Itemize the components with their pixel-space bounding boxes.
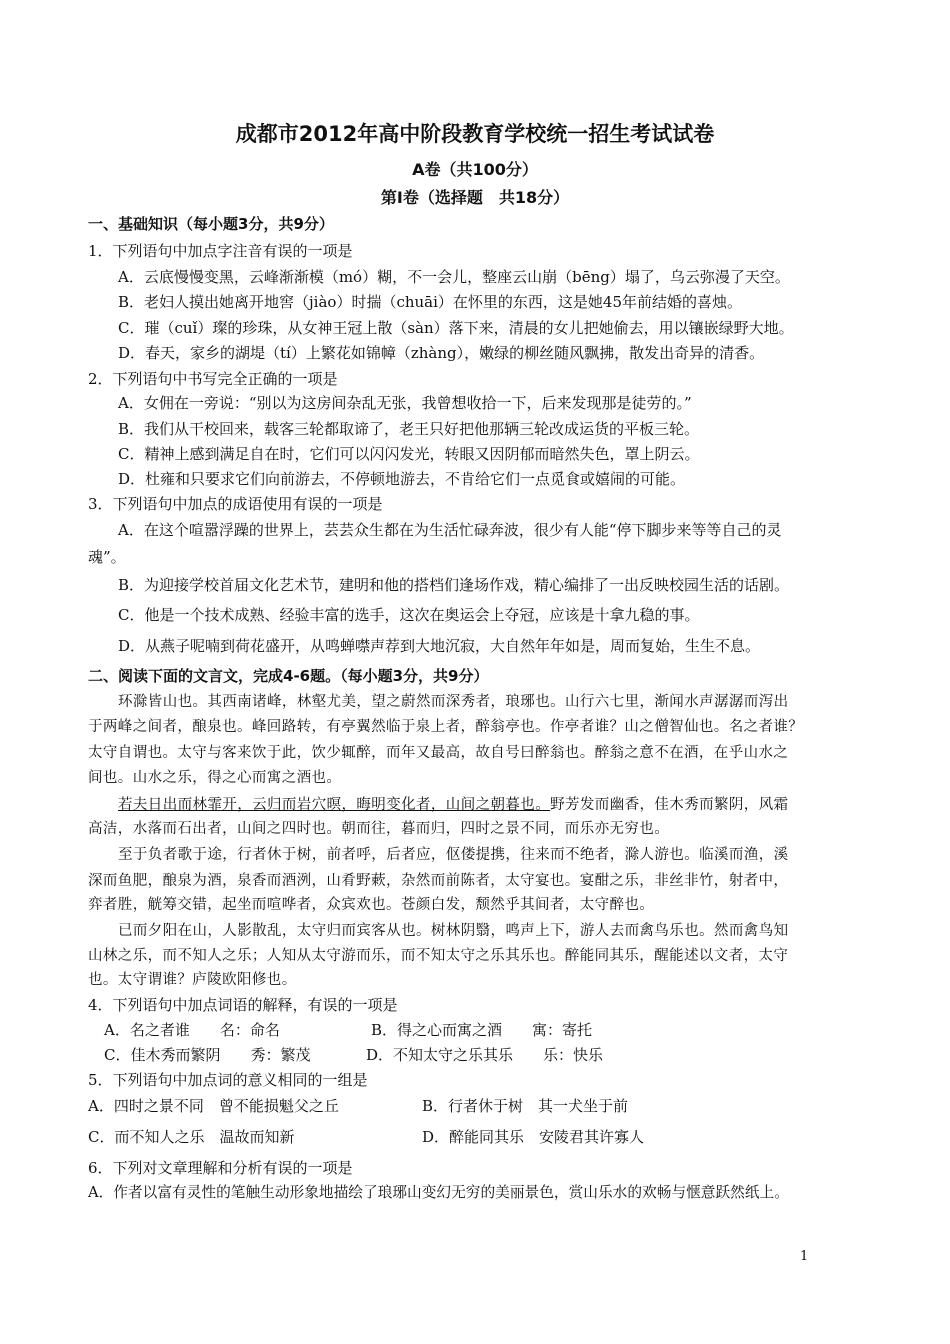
question-1-stem: 1．下列语句中加点字注音有误的一项是 (88, 242, 353, 260)
underlined-sentence: 若夫日出而林霏开，云归而岩穴暝，晦明变化者，山间之朝暮也。 (118, 797, 551, 813)
part-one-heading: 第Ⅰ卷（选择题 共18分） (380, 188, 570, 207)
question-4-option-a: A．名之者谁 名：命名 (104, 1021, 280, 1039)
question-6-option-a: A．作者以富有灵性的笔触生动形象地描绘了琅琊山变幻无穷的美丽景色，赏山乐水的欢畅与惬意跃然纸上。 (88, 1184, 789, 1201)
question-3-stem: 3．下列语句中加点的成语使用有误的一项是 (88, 495, 383, 513)
question-4-stem: 4．下列语句中加点词语的解释，有误的一项是 (88, 996, 398, 1014)
passage-line: 已而夕阳在山，人影散乱，太守归而宾客从也。树林阴翳，鸣声上下，游人去而禽鸟乐也。然而禽鸟知 (118, 923, 789, 939)
passage-line: 山林之乐，而不知人之乐；人知从太守游而乐，而不知太守之乐其乐也。醉能同其乐，醒能述以文者，太守 (88, 948, 789, 964)
passage-line: 至于负者歌于途，行者休于树，前者呼，后者应，伛偻提携，往来而不绝者，滁人游也。临溪而渔，溪 (118, 847, 789, 863)
passage-line: 深而鱼肥，酿泉为酒，泉香而酒洌，山肴野蔌，杂然而前陈者，太守宴也。宴酣之乐，非丝非竹，射者中， (88, 873, 789, 889)
question-3-option-b: B．为迎接学校首届文化艺术节，建明和他的搭档们逢场作戏，精心编排了一出反映校园生活的话剧。 (118, 576, 790, 594)
question-2-option-a: A．女佣在一旁说：“别以为这房间杂乱无张，我曾想收拾一下，后来发现那是徒劳的。” (118, 394, 692, 412)
question-2-option-b: B．我们从干校回来，载客三轮都取谛了，老王只好把他那辆三轮改成运货的平板三轮。 (118, 420, 700, 438)
question-2-option-d: D．杜雍和只要求它们向前游去，不停顿地游去，不肯给它们一点觅食或嬉闹的可能。 (118, 470, 686, 488)
question-1-option-c: C．璀（cuǐ）璨的珍珠，从女神王冠上散（sàn）落下来，清晨的女儿把她偷去，用以镶嵌绿野大地。 (118, 319, 794, 337)
question-5-stem: 5．下列语句中加点词的意义相同的一组是 (88, 1071, 368, 1089)
question-2-stem: 2．下列语句中书写完全正确的一项是 (88, 370, 338, 388)
passage-line: 太守自谓也。太守与客来饮于此，饮少辄醉，而年又最高，故自号曰醉翁也。醉翁之意不在酒，在乎山水之 (88, 745, 789, 761)
passage-line-rest: 野芳发而幽香，佳木秀而繁阴，风霜 (550, 797, 789, 813)
question-5-option-b: B．行者休于树 其一犬坐于前 (422, 1097, 629, 1115)
passage-line: 高洁，水落而石出者，山间之四时也。朝而往，暮而归，四时之景不同，而乐亦无穷也。 (88, 821, 670, 837)
page-number: 1 (800, 1249, 809, 1264)
section-2-heading: 二、阅读下面的文言文，完成4-6题。（每小题3分，共9分） (88, 667, 489, 685)
question-5-option-c: C．而不知人之乐 温故而知新 (88, 1128, 295, 1146)
paper-a-subtitle: A卷（共100分） (412, 160, 538, 179)
question-1-option-a: A．云底慢慢变黑，云峰渐渐模（mó）糊，不一会儿，整座云山崩（bēng）塌了，乌云弥漫了天空。 (118, 268, 790, 286)
exam-title: 成都市2012年高中阶段教育学校统一招生考试试卷 (235, 122, 715, 146)
question-1-option-d: D．春天，家乡的湖堤（tí）上繁花如锦幛（zhàng），嫩绿的柳丝随风飘拂，散发出奇异的清香。 (118, 344, 765, 362)
question-4-option-b: B．得之心而寓之酒 寓：寄托 (371, 1021, 593, 1039)
question-3-option-a-continued: 魂”。 (88, 548, 126, 566)
question-3-option-c: C．他是一个技术成熟、经验丰富的选手，这次在奥运会上夺冠，应该是十拿九稳的事。 (118, 606, 700, 624)
passage-line: 也。太守谓谁？庐陵欧阳修也。 (88, 972, 297, 988)
passage-line: 于两峰之间者，酿泉也。峰回路转，有亭翼然临于泉上者，醉翁亭也。作亭者谁？山之僧智仙也。名之者谁？ (88, 719, 804, 735)
passage-line (118, 795, 789, 815)
question-3-option-d: D．从燕子呢喃到荷花盛开，从鸣蝉噤声荐到大地沉寂，大自然年年如是，周而复始，生生不息。 (118, 637, 761, 655)
question-5-option-d: D．醉能同其乐 安陵君其许寡人 (422, 1128, 645, 1146)
question-2-option-c: C．精神上感到满足自在时，它们可以闪闪发光，转眼又因阴郁而暗然失色，罩上阴云。 (118, 445, 700, 463)
question-6-stem: 6．下列对文章理解和分析有误的一项是 (88, 1159, 353, 1177)
question-3-option-a: A．在这个喧嚣浮躁的世界上，芸芸众生都在为生活忙碌奔波，很少有人能“停下脚步来等等自己的灵 (118, 521, 782, 539)
section-1-heading: 一、基础知识（每小题3分，共9分） (88, 215, 334, 233)
question-4-option-c: C．佳木秀而繁阴 秀：繁茂 (104, 1046, 311, 1064)
passage-line: 弈者胜，觥筹交错，起坐而喧哗者，众宾欢也。苍颜白发，颓然乎其间者，太守醉也。 (88, 897, 655, 913)
question-5-option-a: A．四时之景不同 曾不能损魁父之丘 (88, 1097, 339, 1115)
question-4-option-d: D．不知太守之乐其乐 乐：快乐 (366, 1046, 604, 1064)
passage-line: 间也。山水之乐，得之心而寓之酒也。 (88, 770, 342, 786)
passage-line: 环滁皆山也。其西南诸峰，林壑尤美，望之蔚然而深秀者，琅琊也。山行六七里，渐闻水声潺潺而泻出 (118, 694, 789, 710)
question-1-option-b: B．老妇人摸出她离开地窖（jiào）时揣（chuāi）在怀里的东西，这是她45年前结婚的喜烛。 (118, 293, 742, 311)
